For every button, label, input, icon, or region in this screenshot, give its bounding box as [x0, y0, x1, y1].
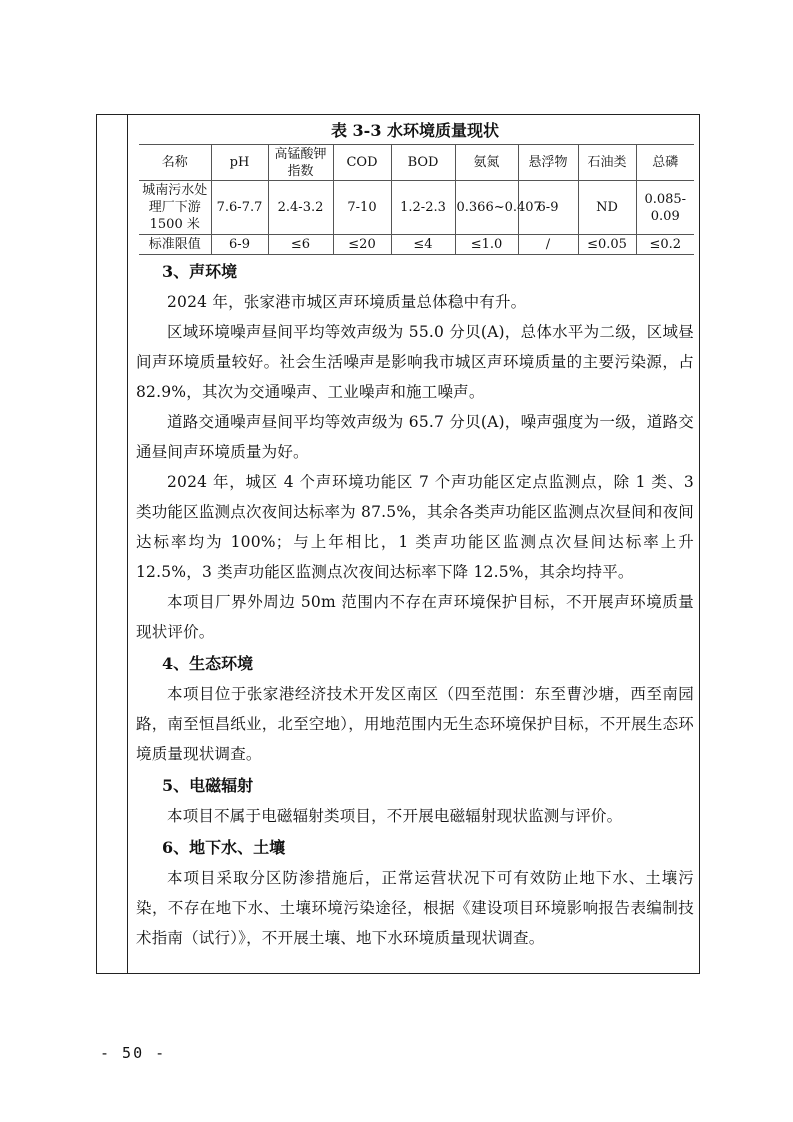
table-header-cell: 氨氮	[455, 145, 518, 181]
paragraph: 本项目采取分区防渗措施后，正常运营状况下可有效防止地下水、土壤污染，不存在地下水、土壤环境污染途径，根据《建设项目环境影响报告表编制技术指南（试行）》，不开展土壤、地下水环境质量现状调查。	[136, 869, 694, 947]
table-cell: 2.4-3.2	[268, 181, 333, 235]
paragraph: 2024 年，城区 4 个声环境功能区 7 个声功能区定点监测点，除 1 类、3 类功能区监测点次夜间达标率为 87.5%，其余各类声功能区监测点次昼间和夜间达标率均为 100%；与上年相比，1 类声功能区监测点次昼间达标率上升 12.5%，3 类声功能区监测点次夜间达标率下降 12.5%，其余均持平。	[136, 473, 694, 581]
table-cell: 7.6-7.7	[211, 181, 268, 235]
table-header-cell: pH	[211, 145, 268, 181]
paragraph: 2024 年，张家港市城区声环境质量总体稳中有升。	[167, 293, 527, 311]
table-cell: 0.366~0.407	[455, 181, 518, 235]
table-cell: 1.2-2.3	[391, 181, 455, 235]
section-noise	[136, 255, 694, 647]
table-cell: ≤1.0	[455, 235, 518, 255]
table-cell: 城南污水处理厂下游 1500 米	[139, 181, 211, 235]
frame-left-column-divider	[127, 115, 128, 973]
section-heading: 4、生态环境	[162, 654, 254, 673]
table-cell: 6-9	[518, 181, 578, 235]
table-header-cell: 名称	[139, 145, 211, 181]
table-header-cell: 总磷	[636, 145, 694, 181]
table-header-cell: BOD	[391, 145, 455, 181]
table-row	[139, 235, 694, 255]
paragraph: 本项目厂界外周边 50m 范围内不存在声环境保护目标，不开展声环境质量现状评价。	[136, 593, 694, 641]
table-cell: ≤0.05	[578, 235, 636, 255]
table-title: 表 3-3 水环境质量现状	[330, 121, 500, 140]
table-cell: ≤6	[268, 235, 333, 255]
paragraph: 本项目位于张家港经济技术开发区南区（四至范围：东至曹沙塘，西至南园路，南至恒昌纸业，北至空地），用地范围内无生态环境保护目标，不开展生态环境质量现状调查。	[136, 685, 694, 763]
table-cell: 标准限值	[139, 235, 211, 255]
table-cell: /	[518, 235, 578, 255]
paragraph: 道路交通噪声昼间平均等效声级为 65.7 分贝(A)，噪声强度为一级，道路交通昼间声环境质量为好。	[136, 413, 694, 461]
table-cell: ≤4	[391, 235, 455, 255]
section-heading: 5、电磁辐射	[162, 776, 254, 795]
table-cell: 7-10	[333, 181, 391, 235]
table-cell: ≤0.2	[636, 235, 694, 255]
table-header-cell: 石油类	[578, 145, 636, 181]
table-header-cell: 高锰酸钾指数	[268, 145, 333, 181]
table-header-row	[139, 145, 694, 181]
section-heading: 3、声环境	[162, 262, 238, 281]
paragraph: 本项目不属于电磁辐射类项目，不开展电磁辐射现状监测与评价。	[167, 807, 623, 825]
water-quality-table	[139, 144, 694, 255]
table-cell: ND	[578, 181, 636, 235]
section-ecology	[136, 647, 694, 769]
table-cell: ≤20	[333, 235, 391, 255]
paragraph: 区域环境噪声昼间平均等效声级为 55.0 分贝(A)，总体水平为二级，区域昼间声环境质量较好。社会生活噪声是影响我市城区声环境质量的主要污染源，占 82.9%，其次为交通噪声、工业噪声和施工噪声。	[136, 323, 694, 401]
section-groundwater-soil	[136, 831, 694, 953]
table-header-cell: 悬浮物	[518, 145, 578, 181]
table-cell: 0.085-0.09	[636, 181, 694, 235]
table-cell: 6-9	[211, 235, 268, 255]
page-number: - 50 -	[100, 1044, 167, 1062]
table-header-cell: COD	[333, 145, 391, 181]
table-row	[139, 181, 694, 235]
section-heading: 6、地下水、土壤	[162, 838, 286, 857]
section-electromagnetic	[136, 769, 694, 831]
frame-content	[136, 114, 694, 953]
